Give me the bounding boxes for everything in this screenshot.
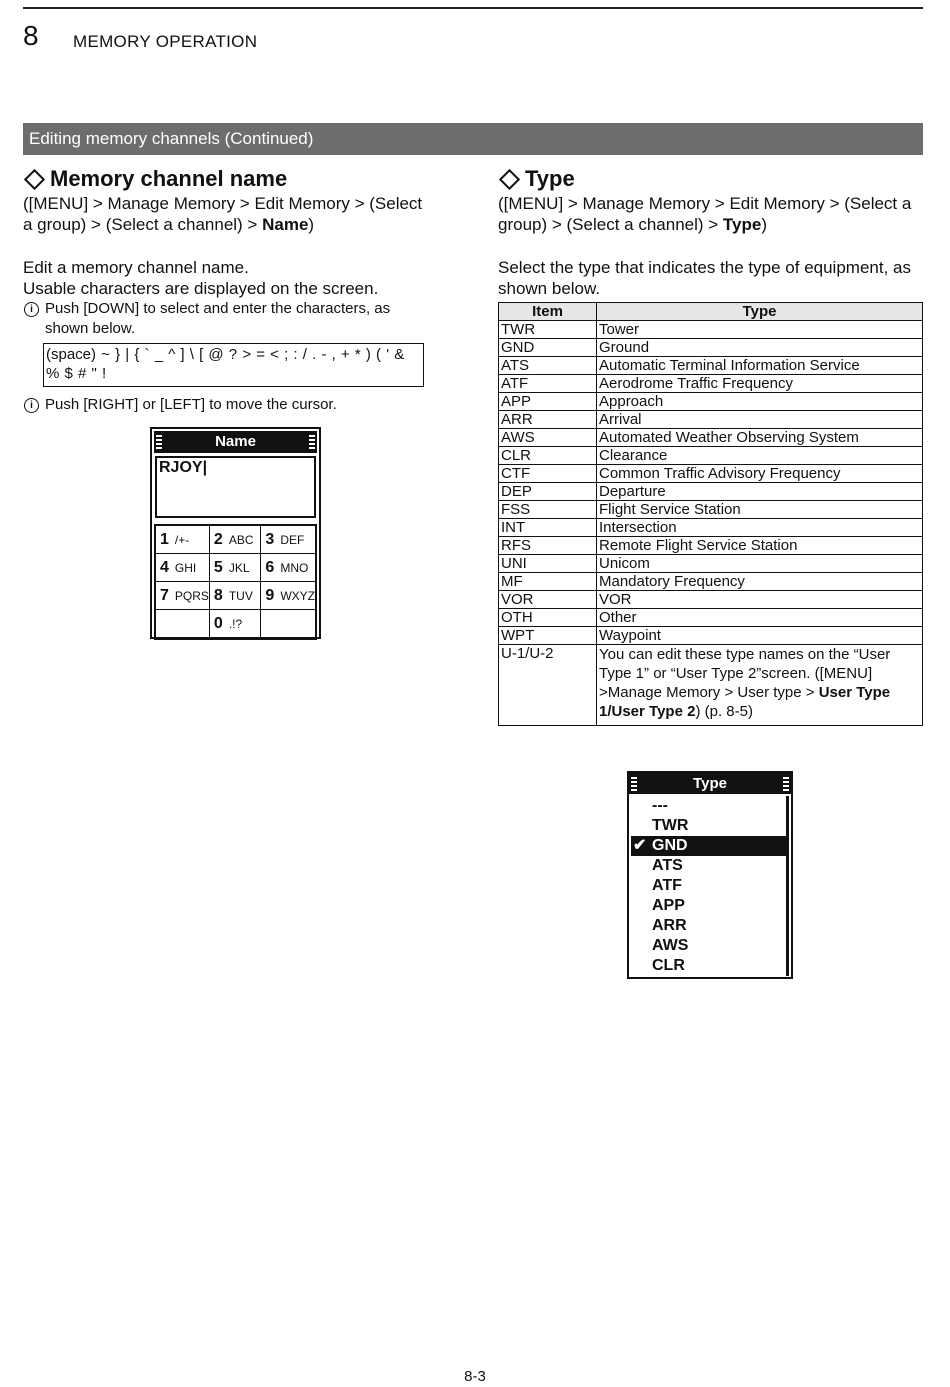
table-row (499, 627, 923, 645)
key-letters: GHI (174, 560, 197, 575)
key-digit: 6 (265, 558, 275, 576)
type-cell: Ground (597, 339, 923, 357)
type-select-screen (627, 771, 793, 979)
key-digit: 7 (160, 586, 169, 604)
table-row (499, 375, 923, 393)
item-cell: WPT (499, 627, 597, 645)
type-cell: Intersection (597, 519, 923, 537)
key-digit: 9 (265, 586, 275, 604)
table-row (499, 645, 923, 726)
type-cell: VOR (597, 591, 923, 609)
keypad-key[interactable] (156, 554, 210, 582)
item-cell: AWS (499, 429, 597, 447)
key-digit: 4 (160, 558, 169, 576)
keypad-key[interactable] (156, 582, 210, 610)
menu-path: ([MENU] > Manage Memory > Edit Memory > (Select a group) > (Select a channel) > Name) (23, 194, 423, 234)
type-cell: Aerodrome Traffic Frequency (597, 375, 923, 393)
table-row (499, 321, 923, 339)
table-row (499, 465, 923, 483)
table-row (499, 447, 923, 465)
note-push-down: i Push [DOWN] to select and enter the characters, as shown below. (23, 299, 433, 339)
type-list-item[interactable]: TWR (652, 817, 689, 834)
table-row (499, 537, 923, 555)
item-cell: MF (499, 573, 597, 591)
table-row (499, 591, 923, 609)
screen-title-bar: Name (154, 431, 317, 453)
table-row (499, 609, 923, 627)
type-list-item[interactable]: APP (652, 897, 685, 914)
item-cell: ATF (499, 375, 597, 393)
chapter-title: MEMORY OPERATION (73, 32, 258, 51)
page-number: 8-3 (464, 1368, 486, 1385)
type-list-item[interactable]: AWS (652, 937, 689, 954)
keypad-key[interactable] (210, 582, 262, 610)
description: Edit a memory channel name. (23, 258, 249, 277)
menu-path: ([MENU] > Manage Memory > Edit Memory > (Select a group) > (Select a channel) > Type) (498, 194, 912, 234)
type-list-item[interactable]: ATF (652, 877, 682, 894)
type-cell: Waypoint (597, 627, 923, 645)
key-letters: JKL (228, 560, 250, 575)
keypad-key[interactable] (210, 526, 262, 554)
keypad-key[interactable] (261, 554, 315, 582)
memory-channel-name-section (23, 166, 433, 415)
keypad-key[interactable] (210, 554, 262, 582)
table-row (499, 573, 923, 591)
type-list-item[interactable]: --- (652, 797, 668, 814)
type-cell: Flight Service Station (597, 501, 923, 519)
type-cell: Automated Weather Observing System (597, 429, 923, 447)
usable-characters-box: (space) ~ } | { ` _ ^ ] \ [ @ ? > = < ; : / . - , + * ) ( ' & % $ # " ! (43, 343, 424, 387)
keypad-key[interactable] (210, 610, 262, 638)
table-row (499, 483, 923, 501)
item-cell: INT (499, 519, 597, 537)
type-heading (498, 166, 923, 192)
heading-text: Type (525, 166, 575, 191)
table-row (499, 357, 923, 375)
keypad-key[interactable] (156, 610, 210, 638)
menu-bars-icon (156, 435, 162, 449)
type-cell: Departure (597, 483, 923, 501)
screen-title-bar: Type (629, 773, 791, 794)
type-cell: Common Traffic Advisory Frequency (597, 465, 923, 483)
section-title-bar: Editing memory channels (Continued) (23, 123, 923, 155)
diamond-icon (24, 168, 45, 189)
type-list-item[interactable]: CLR (652, 957, 685, 974)
key-letters: MNO (280, 560, 309, 575)
checkmark-icon: ✔ (633, 837, 647, 854)
type-table (498, 302, 923, 726)
name-input-field[interactable]: RJOY| (155, 456, 316, 518)
key-letters: DEF (280, 532, 305, 547)
item-cell: OTH (499, 609, 597, 627)
type-section (498, 166, 923, 726)
item-cell: APP (499, 393, 597, 411)
item-cell: ARR (499, 411, 597, 429)
type-cell: Approach (597, 393, 923, 411)
key-letters: /+- (174, 532, 190, 547)
keypad-key[interactable] (156, 526, 210, 554)
item-cell: GND (499, 339, 597, 357)
column-header-type: Type (597, 303, 923, 321)
type-list (631, 796, 789, 976)
key-digit: 5 (213, 558, 223, 576)
memory-channel-name-heading (23, 166, 433, 192)
type-cell: Arrival (597, 411, 923, 429)
name-entry-screen (150, 427, 321, 639)
table-row (499, 411, 923, 429)
type-list-item[interactable]: ARR (652, 917, 687, 934)
type-cell: Tower (597, 321, 923, 339)
key-letters: TUV (228, 588, 253, 603)
table-row (499, 429, 923, 447)
key-letters: WXYZ (280, 588, 315, 603)
item-cell: DEP (499, 483, 597, 501)
note-move-cursor: i Push [RIGHT] or [LEFT] to move the cursor. (23, 395, 433, 415)
item-cell: FSS (499, 501, 597, 519)
character-keypad (154, 524, 317, 640)
type-cell: Automatic Terminal Information Service (597, 357, 923, 375)
type-cell: Other (597, 609, 923, 627)
item-cell: VOR (499, 591, 597, 609)
key-digit: 1 (160, 530, 169, 548)
item-cell: ATS (499, 357, 597, 375)
menu-bars-icon (631, 777, 637, 791)
table-row (499, 555, 923, 573)
type-cell: Remote Flight Service Station (597, 537, 923, 555)
item-cell: CLR (499, 447, 597, 465)
info-icon: i (24, 398, 39, 413)
header-rule (23, 7, 923, 9)
table-row (499, 393, 923, 411)
keypad-key[interactable] (261, 526, 315, 554)
key-digit: 2 (213, 530, 223, 548)
table-row (499, 339, 923, 357)
chapter-number: 8 (23, 20, 39, 51)
usable-chars-text: Usable characters are displayed on the screen. (23, 279, 379, 298)
item-cell: RFS (499, 537, 597, 555)
key-letters: PQRS (174, 588, 209, 603)
item-cell: U-1/U-2 (499, 645, 597, 726)
type-cell: Unicom (597, 555, 923, 573)
table-row (499, 501, 923, 519)
table-row (499, 519, 923, 537)
item-cell: CTF (499, 465, 597, 483)
type-cell: Mandatory Frequency (597, 573, 923, 591)
item-cell: TWR (499, 321, 597, 339)
key-letters: ABC (228, 532, 254, 547)
menu-bars-icon (783, 777, 789, 791)
type-description: Select the type that indicates the type of equipment, as shown below. (498, 258, 911, 298)
column-header-item: Item (499, 303, 597, 321)
keypad-key[interactable] (261, 582, 315, 610)
type-list-item[interactable]: ✔ GND (631, 836, 786, 856)
info-icon: i (24, 302, 39, 317)
diamond-icon (499, 168, 520, 189)
heading-text: Memory channel name (50, 166, 288, 191)
key-digit: 0 (213, 615, 223, 632)
key-digit: 3 (265, 530, 275, 548)
keypad-key[interactable] (261, 610, 315, 638)
type-list-item[interactable]: ATS (652, 857, 683, 874)
menu-bars-icon (309, 435, 315, 449)
type-cell: You can edit these type names on the “User Type 1” or “User Type 2”screen. ([MENU] >Manage Memory > User type > User Type 1/User Type 2) (p. 8-5) (597, 645, 923, 726)
key-letters: .!? (228, 617, 243, 631)
key-digit: 8 (213, 586, 223, 604)
type-cell: Clearance (597, 447, 923, 465)
item-cell: UNI (499, 555, 597, 573)
